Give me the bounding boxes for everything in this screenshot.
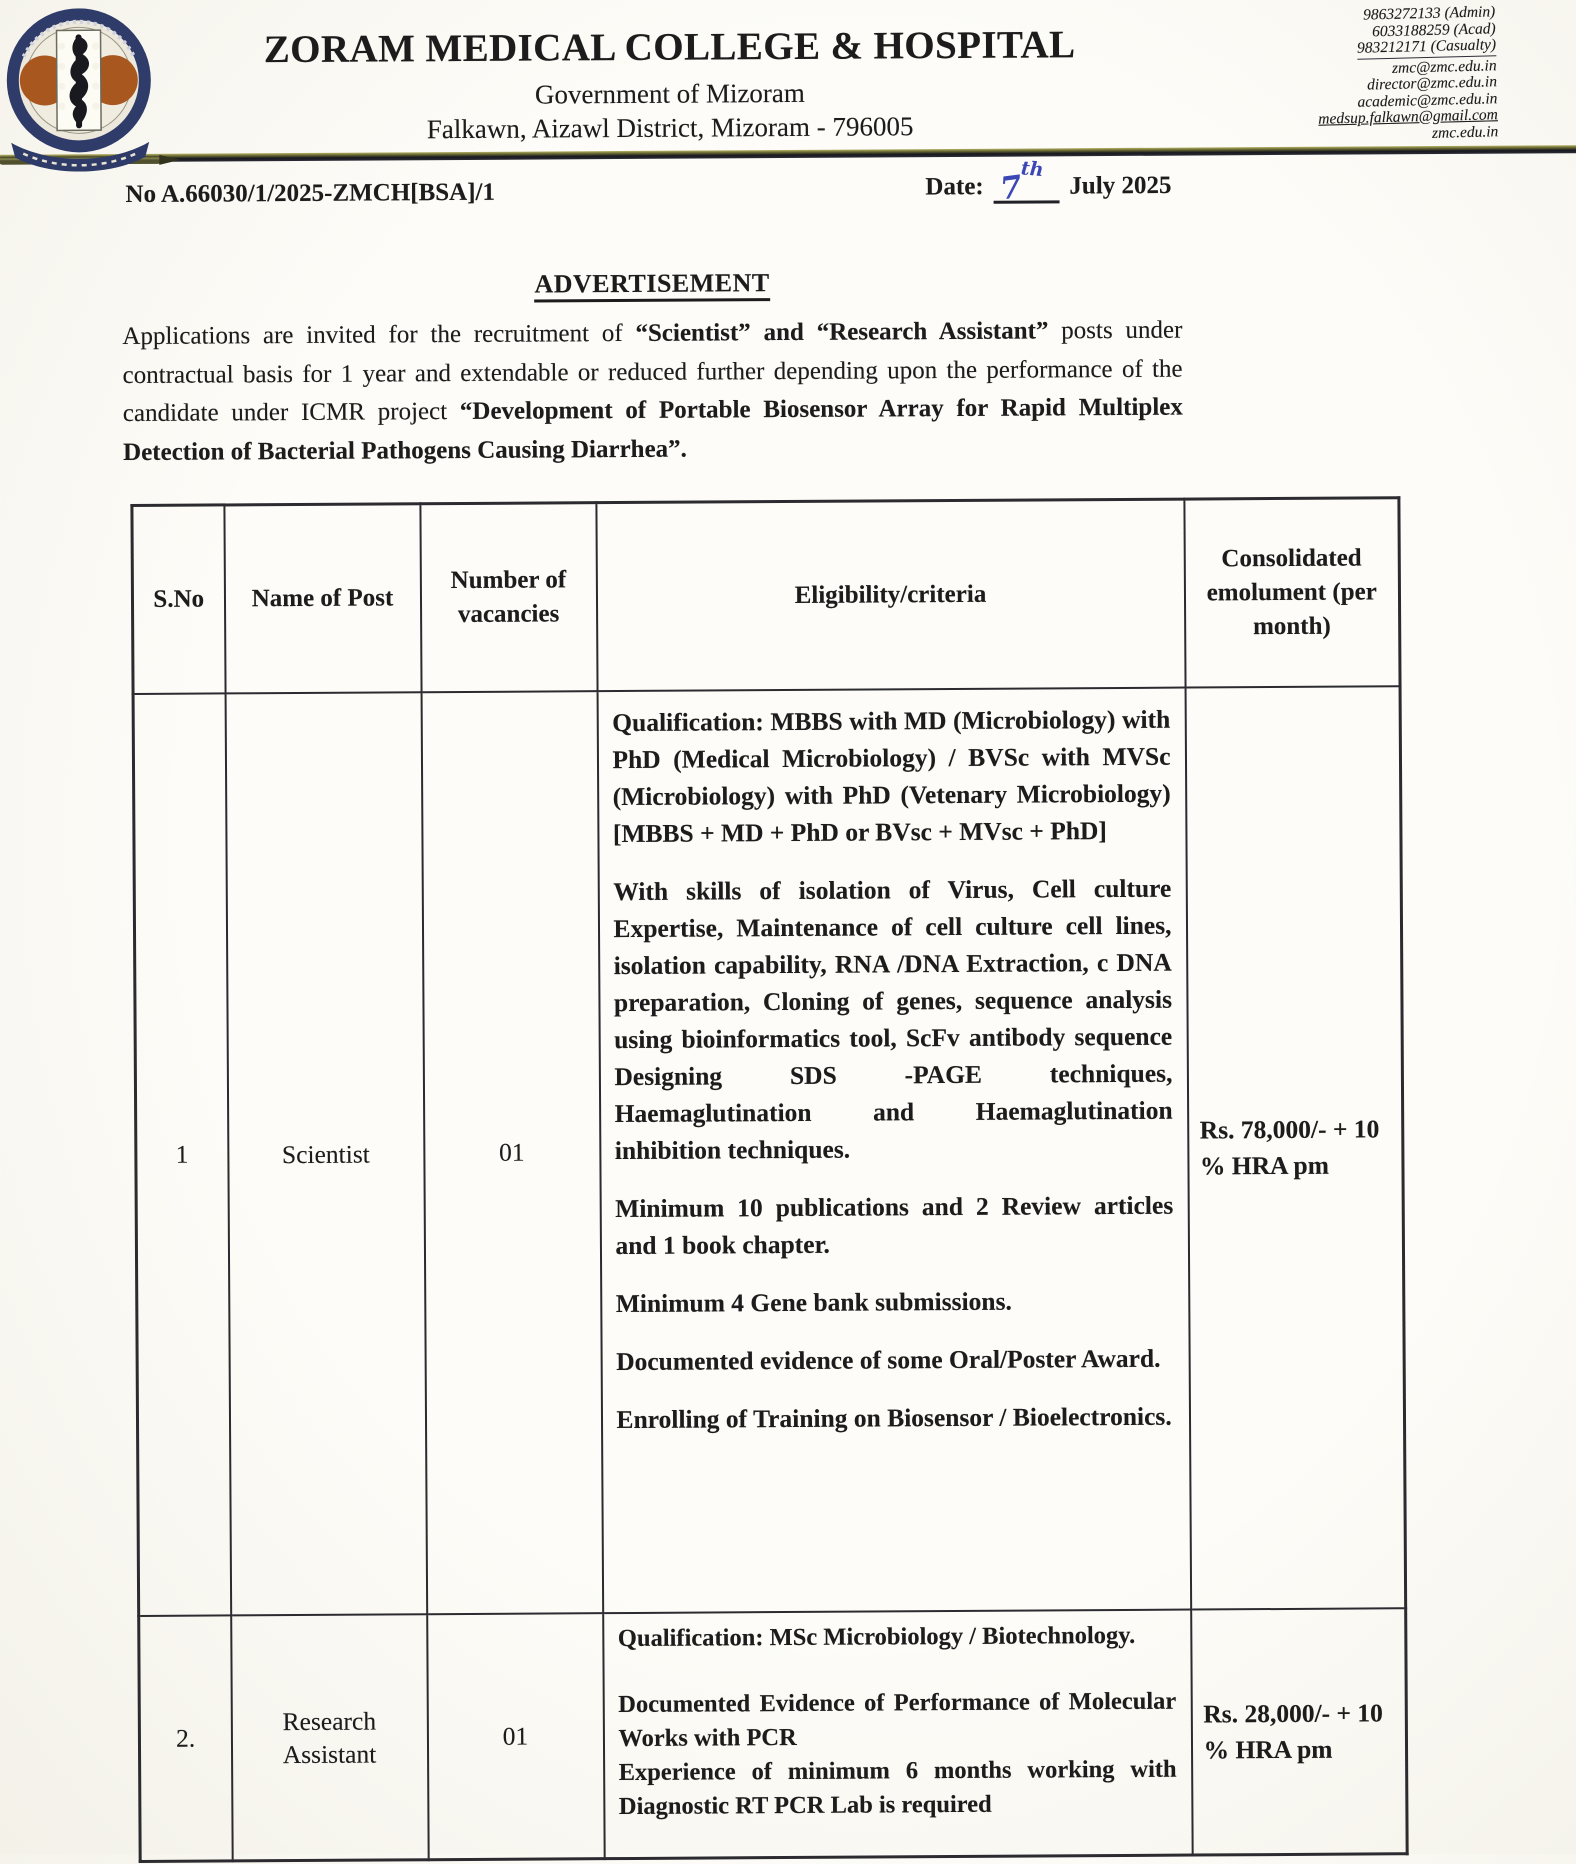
column-header-vacancies: Number of vacancies: [420, 503, 597, 693]
college-name: ZORAM MEDICAL COLLEGE & HOSPITAL: [263, 23, 1076, 72]
cell-vacancies: 01: [427, 1613, 604, 1860]
table-row-research-assistant: [139, 1608, 1407, 1861]
criteria-paragraph: Minimum 10 publications and 2 Review articles and 1 book chapter.: [615, 1190, 1174, 1261]
criteria-paragraph: With skills of isolation of Virus, Cell culture Expertise, Maintenance of cell culture cell lines, isolation capability, RNA /DNA Extraction, c DNA preparation, Cloning of genes, sequence analysis using bioinformatics tool, ScFv antibody sequence Designing SDS -PAGE techniques, Haemaglutination and Haemaglutination inhibition techniques.: [613, 873, 1173, 1166]
contact-email: zmc.edu.in: [1431, 122, 1499, 142]
criteria-paragraph: Documented evidence of some Oral/Poster Award.: [616, 1343, 1161, 1377]
reference-row: [125, 157, 1172, 210]
contact-email: medsup.falkawn@gmail.com: [1318, 106, 1499, 128]
intro-segment: posts under contractual basis for 1 year and extendable or reduced further depending upon the performance of the candidate under ICMR project: [122, 316, 1183, 428]
handwritten-day: 7: [998, 168, 1025, 208]
cell-sno: 1: [133, 693, 231, 1616]
contact-phone: 9863272133 (Admin): [1362, 3, 1496, 24]
criteria-paragraph: Qualification: MBBS with MD (Microbiology) with PhD (Medical Microbiology) / BVSc with MVSc (Microbiology) with PhD (Vetenary Microbiology) [MBBS + MD + PhD or BVsc + MVsc + PhD]: [612, 704, 1171, 849]
column-header-eligibility: Eligibility/criteria: [596, 499, 1185, 691]
college-logo: [0, 8, 199, 184]
handwritten-date: [994, 157, 1059, 208]
contact-phone: 983212171 (Casualty): [1356, 36, 1497, 57]
date-month-year: July 2025: [1069, 171, 1172, 200]
cell-post-name: Scientist: [225, 692, 427, 1615]
cell-sno: 2.: [139, 1615, 232, 1861]
letterhead: [249, 22, 1090, 146]
cell-emolument: Rs. 78,000/- + 10 % HRA pm: [1185, 686, 1406, 1609]
criteria-paragraph: Experience of minimum 6 months working with Diagnostic RT PCR Lab is required: [618, 1755, 1177, 1821]
criteria-paragraph: Minimum 4 Gene bank submissions.: [615, 1286, 1012, 1319]
column-header-emolument: Consolidated emolument (per month): [1184, 498, 1400, 688]
criteria-paragraph: Documented Evidence of Performance of Molecular Works with PCR: [618, 1687, 1177, 1753]
contact-phone: 6033188259 (Acad): [1371, 19, 1496, 40]
table-row-scientist: [133, 686, 1406, 1616]
contact-email: academic@zmc.edu.in: [1357, 89, 1498, 111]
column-header-sno: S.No: [132, 505, 225, 694]
contact-email: director@zmc.edu.in: [1366, 73, 1498, 94]
recruitment-table: [130, 496, 1408, 1863]
title-text: ADVERTISEMENT: [534, 268, 769, 302]
intro-paragraph: [122, 312, 1183, 472]
cell-emolument: Rs. 28,000/- + 10 % HRA pm: [1191, 1608, 1407, 1855]
intro-segment: Applications are invited for the recruitment of: [122, 319, 636, 351]
table-header-row: [132, 498, 1400, 694]
advertisement-title: [122, 266, 1182, 302]
address-line: Falkawn, Aizawl District, Mizoram - 796005: [426, 111, 914, 145]
criteria-paragraph: Qualification: MSc Microbiology / Biotechnology.: [617, 1621, 1136, 1653]
government-line: Government of Mizoram: [534, 77, 805, 110]
letterhead-contacts: [1243, 4, 1498, 146]
cell-eligibility-criteria: [603, 1610, 1192, 1859]
contact-phone-list: [1356, 4, 1496, 59]
cell-vacancies: 01: [421, 691, 603, 1614]
college-emblem-icon: [0, 8, 199, 184]
cell-post-name: Research Assistant: [231, 1614, 428, 1861]
column-header-post: Name of Post: [224, 504, 421, 694]
handwritten-ordinal: th: [1020, 157, 1045, 182]
criteria-paragraph: Enrolling of Training on Biosensor / Bioelectronics.: [616, 1401, 1172, 1435]
intro-segment: “Development of Portable Biosensor Array for Rapid Multiplex Detection of Bacterial Pathogens Causing Diarrhea”.: [123, 393, 1183, 466]
intro-segment: “Scientist” and “Research Assistant”: [635, 317, 1049, 347]
date-label: Date:: [925, 173, 984, 201]
reference-number: No A.66030/1/2025-ZMCH[BSA]/1: [125, 179, 496, 209]
contact-email-list: [1244, 58, 1498, 147]
header-divider: [0, 145, 1576, 163]
cell-eligibility-criteria: [597, 688, 1191, 1614]
date-field: [925, 157, 1172, 208]
contact-email: zmc@zmc.edu.in: [1391, 56, 1497, 77]
